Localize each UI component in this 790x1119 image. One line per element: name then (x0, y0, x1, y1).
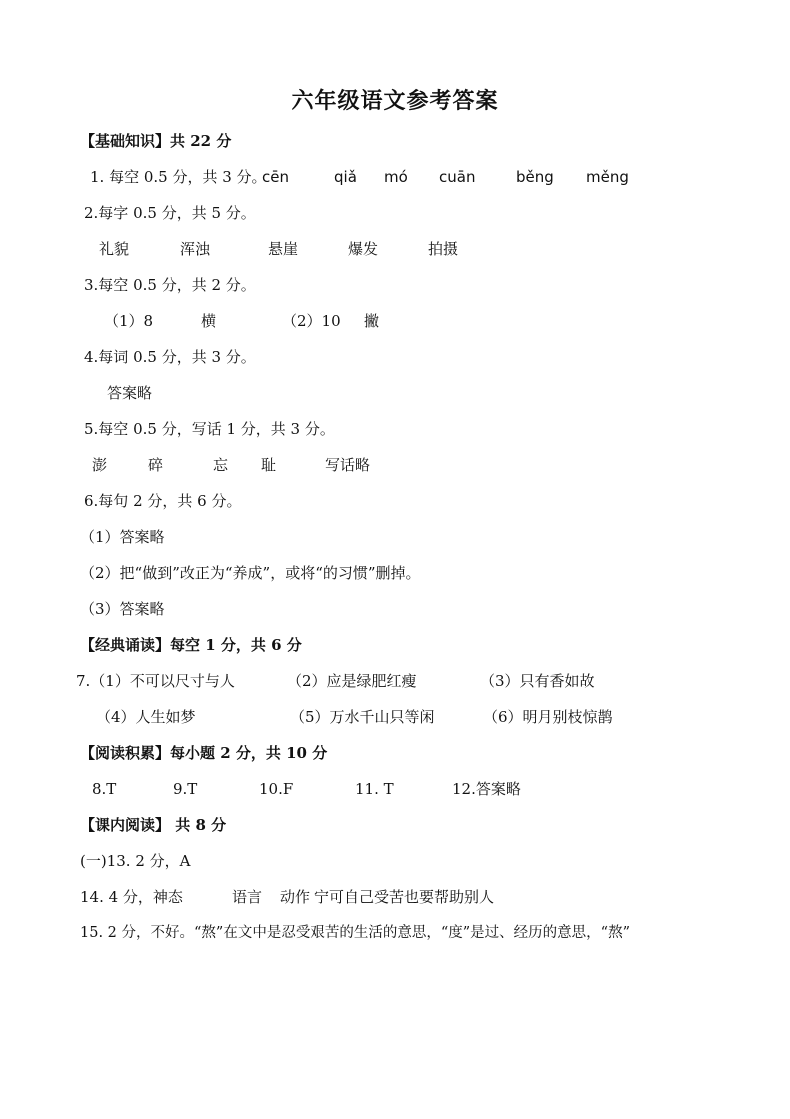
q14-answer: 语言 (232, 888, 263, 906)
q6-answer-2: （2）把“做到”改正为“养成”，或将“的习惯”删掉。 (80, 564, 421, 582)
q15-answer: 15. 2 分，不好。“熬”在文中是忍受艰苦的生活的意思，“度”是过、经历的意思，“熬” (80, 925, 630, 941)
q3-answer-2-value: 撇 (364, 312, 380, 330)
q3-answer-2: （2）10 (282, 312, 341, 330)
pinyin-answer: mó (384, 168, 408, 186)
q7-answer: （5）万水千山只等闲 (290, 708, 435, 726)
word-answer: 写话略 (325, 456, 371, 474)
q14-answer: 动作 (280, 888, 311, 906)
tf-answer: 12.答案略 (452, 780, 521, 798)
q14-answer: 宁可自己受苦也要帮助别人 (314, 888, 495, 906)
q1-label: 1. 每空 0.5 分，共 3 分。 (90, 168, 267, 186)
q6-answer-3: （3）答案略 (80, 600, 165, 618)
word-answer: 耻 (261, 456, 277, 474)
word-answer: 碎 (148, 456, 164, 474)
q4-answer: 答案略 (107, 384, 153, 402)
q13-answer: (一)13. 2 分，A (80, 852, 191, 870)
tf-answer: 10.F (259, 780, 294, 798)
section-header-basic-knowledge: 【基础知识】共 22 分 (80, 132, 232, 150)
q7-answer: （6）明月别枝惊鹊 (483, 708, 613, 726)
q2-label: 2.每字 0.5 分，共 5 分。 (84, 204, 256, 222)
pinyin-answer: cuān (439, 168, 476, 186)
word-answer: 爆发 (348, 240, 379, 258)
q7-answer: （2）应是绿肥红瘦 (287, 672, 417, 690)
word-answer: 忘 (213, 456, 229, 474)
q7-answer: （3）只有香如故 (480, 672, 595, 690)
q6-label: 6.每句 2 分，共 6 分。 (84, 492, 242, 510)
word-answer: 礼貌 (99, 240, 130, 258)
q3-label: 3.每空 0.5 分，共 2 分。 (84, 276, 256, 294)
tf-answer: 9.T (173, 780, 198, 798)
section-header-in-class-reading: 【课内阅读】 共 8 分 (80, 816, 227, 834)
q6-answer-1: （1）答案略 (80, 528, 165, 546)
word-answer: 浑浊 (180, 240, 211, 258)
page-title: 六年级语文参考答案 (291, 88, 499, 114)
word-answer: 澎 (92, 456, 108, 474)
q4-label: 4.每词 0.5 分，共 3 分。 (84, 348, 256, 366)
section-header-reading-accumulation: 【阅读积累】每小题 2 分，共 10 分 (80, 744, 328, 762)
q7-answer: 7.（1）不可以尺寸与人 (76, 672, 235, 690)
pinyin-answer: cēn (262, 168, 289, 186)
q14-label: 14. 4 分，神态 (80, 888, 183, 906)
q3-answer-1: （1）8 (104, 312, 154, 330)
q5-label: 5.每空 0.5 分，写话 1 分，共 3 分。 (84, 420, 335, 438)
tf-answer: 8.T (92, 780, 117, 798)
tf-answer: 11. T (355, 780, 394, 798)
pinyin-answer: běng (516, 168, 554, 186)
pinyin-answer: měng (586, 168, 629, 186)
word-answer: 悬崖 (268, 240, 299, 258)
section-header-classic-recitation: 【经典诵读】每空 1 分，共 6 分 (80, 636, 302, 654)
word-answer: 拍摄 (428, 240, 459, 258)
pinyin-answer: qiǎ (334, 168, 357, 186)
q7-answer: （4）人生如梦 (96, 708, 196, 726)
q3-answer-1-value: 横 (201, 312, 217, 330)
